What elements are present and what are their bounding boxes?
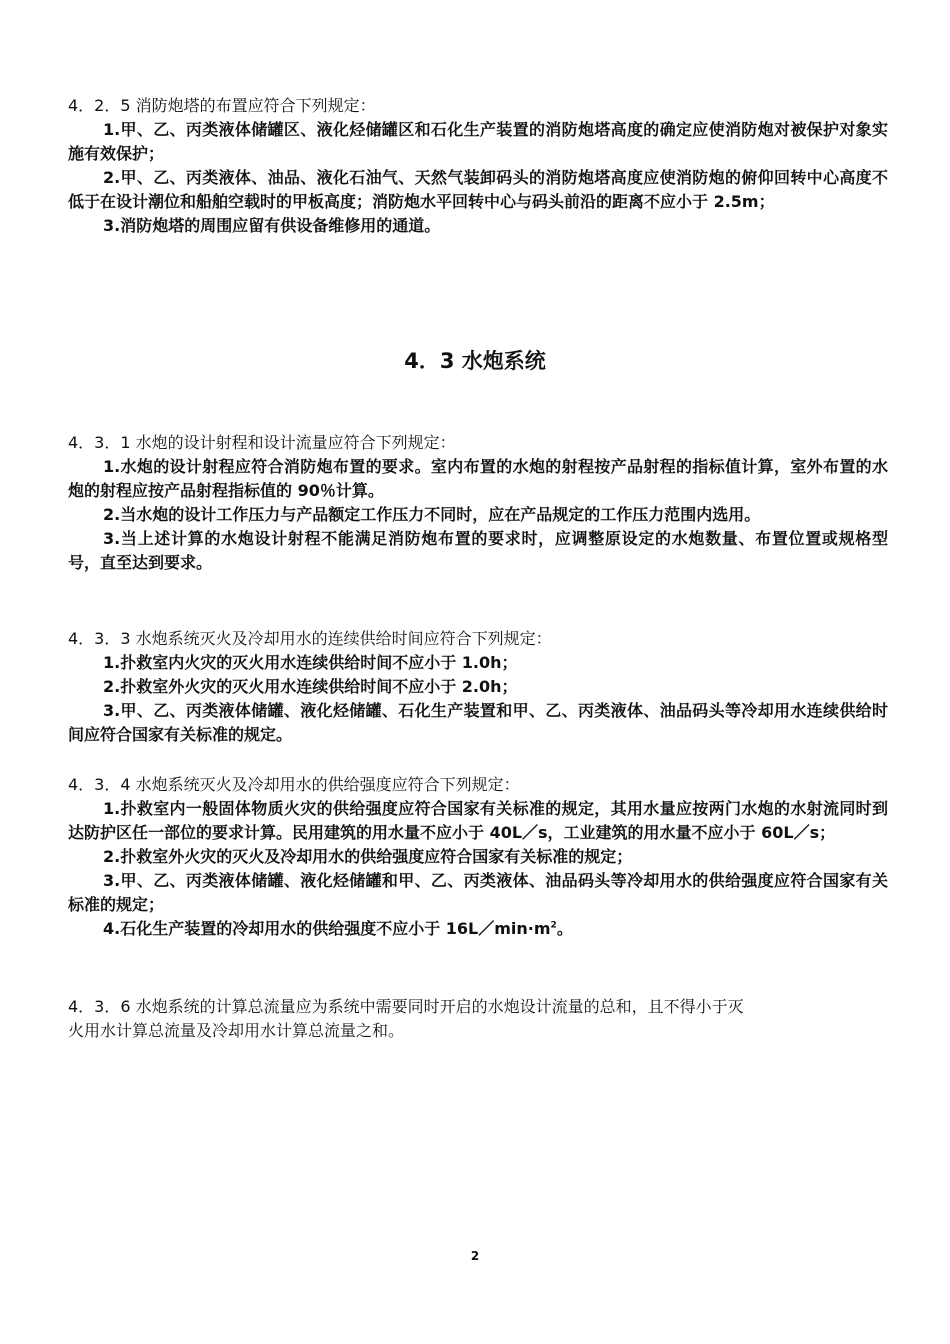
clause-heading: 4．3．4 水炮系统灭火及冷却用水的供给强度应符合下列规定：	[68, 775, 520, 794]
clause-item: 1.扑救室内一般固体物质火灾的供给强度应符合国家有关标准的规定，其用水量应按两门水炮的水射流同时到达防护区任一部位的要求计算。民用建筑的用水量不应小于 40L／s，工业建筑的用水量不应小于 60L／s；	[68, 799, 888, 842]
clause-item: 3.当上述计算的水炮设计射程不能满足消防炮布置的要求时，应调整原设定的水炮数量、布置位置或规格型号，直至达到要求。	[68, 529, 888, 572]
superscript: 2	[550, 920, 557, 931]
clause-item	[68, 917, 888, 941]
clause-item: 2.甲、乙、丙类液体、油品、液化石油气、天然气装卸码头的消防炮塔高度应使消防炮的俯仰回转中心高度不低于在设计潮位和船舶空载时的甲板高度；消防炮水平回转中心与码头前沿的距离不应小于 2.5m；	[68, 168, 888, 211]
clause-4-2-5	[68, 94, 888, 238]
clause-4-3-1	[68, 431, 888, 575]
item-text-end: 。	[556, 919, 573, 938]
clause-item: 2.当水炮的设计工作压力与产品额定工作压力不同时，应在产品规定的工作压力范围内选用。	[103, 505, 761, 524]
clause-item: 3.甲、乙、丙类液体储罐、液化烃储罐和甲、乙、丙类液体、油品码头等冷却用水的供给强度应符合国家有关标准的规定；	[68, 871, 888, 914]
clause-item: 1.水炮的设计射程应符合消防炮布置的要求。室内布置的水炮的射程按产品射程的指标值计算，室外布置的水炮的射程应按产品射程指标值的 90％计算。	[68, 457, 888, 500]
clause-item: 3.消防炮塔的周围应留有供设备维修用的通道。	[103, 216, 441, 235]
clause-item: 3.甲、乙、丙类液体储罐、液化烃储罐、石化生产装置和甲、乙、丙类液体、油品码头等冷却用水连续供给时间应符合国家有关标准的规定。	[68, 701, 888, 744]
clause-4-3-6	[68, 995, 888, 1043]
clause-item: 2.扑救室外火灾的灭火及冷却用水的供给强度应符合国家有关标准的规定；	[103, 847, 633, 866]
page-number: 2	[470, 1249, 480, 1263]
clause-heading: 4．2．5 消防炮塔的布置应符合下列规定：	[68, 96, 376, 115]
clause-4-3-4	[68, 773, 888, 941]
clause-continuation-line: 火用水计算总流量及冷却用水计算总流量之和。	[68, 1021, 405, 1040]
clause-4-3-3	[68, 627, 888, 747]
clause-heading: 4．3．1 水炮的设计射程和设计流量应符合下列规定：	[68, 433, 456, 452]
clause-item: 1.甲、乙、丙类液体储罐区、液化烃储罐区和石化生产装置的消防炮塔高度的确定应使消防炮对被保护对象实施有效保护；	[68, 120, 888, 163]
clause-heading-line: 4．3．6 水炮系统的计算总流量应为系统中需要同时开启的水炮设计流量的总和，且不得小于灭	[68, 997, 744, 1016]
clause-heading: 4．3．3 水炮系统灭火及冷却用水的连续供给时间应符合下列规定：	[68, 629, 552, 648]
item-text: 4.石化生产装置的冷却用水的供给强度不应小于 16L／min·m	[103, 919, 551, 938]
clause-item: 2.扑救室外火灾的灭火用水连续供给时间不应小于 2.0h；	[103, 677, 518, 696]
section-title: 4．3 水炮系统	[404, 349, 546, 373]
clause-item: 1.扑救室内火灾的灭火用水连续供给时间不应小于 1.0h；	[103, 653, 518, 672]
